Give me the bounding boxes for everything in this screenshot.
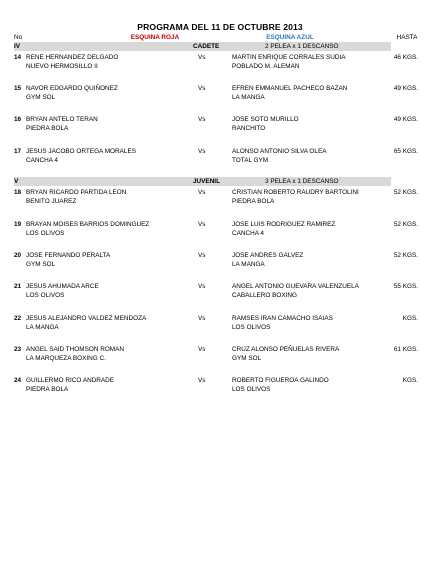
bout-number: 16 xyxy=(14,116,22,123)
bout-number: 21 xyxy=(14,283,22,290)
bout-row xyxy=(0,346,440,368)
weight-limit: KGS. xyxy=(402,315,418,322)
weight-limit: 61 KGS. xyxy=(393,346,418,353)
weight-limit: 49 KGS. xyxy=(393,85,418,92)
blue-fighter-name: ALONSO ANTONIO SILVA OLEA xyxy=(232,148,327,155)
bout-row xyxy=(0,189,440,211)
bout-number: 15 xyxy=(14,85,22,92)
bout-row xyxy=(0,252,440,274)
bout-number: 24 xyxy=(14,377,22,384)
section-roman: IV xyxy=(14,43,21,50)
bout-number: 19 xyxy=(14,221,22,228)
bout-number: 23 xyxy=(14,346,22,353)
blue-fighter-gym: POBLADO M. ALEMAN xyxy=(232,63,300,70)
section-description: 3 PELEA x 1 DESCANSO xyxy=(265,178,339,185)
blue-fighter-name: MARTIN ENRIQUE CORRALES SUDIA xyxy=(232,54,346,61)
red-fighter-name: JESUS AHUMADA ARCE xyxy=(26,283,99,290)
weight-limit: 46 KGS. xyxy=(393,54,418,61)
vs-label: Vs xyxy=(198,85,206,92)
red-fighter-name: JESUS ALEJANDRO VALDEZ MENDOZA xyxy=(26,315,147,322)
red-fighter-name: GUILLERMO RICO ANDRADE xyxy=(26,377,115,384)
blue-fighter-name: CRUZ ALONSO PEÑUELAS RIVERA xyxy=(232,346,340,353)
blue-fighter-name: EFREN EMMANUEL PACHECO BAZAN xyxy=(232,85,348,92)
red-fighter-gym: BENITO JUAREZ xyxy=(26,198,77,205)
bout-number: 22 xyxy=(14,315,22,322)
blue-fighter-gym: RANCHITO xyxy=(232,125,266,132)
vs-label: Vs xyxy=(198,377,206,384)
blue-fighter-gym: LOS OLIVOS xyxy=(232,386,271,393)
page-title: PROGRAMA DEL 11 DE OCTUBRE 2013 xyxy=(137,22,303,32)
section-roman: V xyxy=(14,178,19,185)
bout-number: 14 xyxy=(14,54,22,61)
red-fighter-gym: PIEDRA BOLA xyxy=(26,386,69,393)
weight-limit: 65 KGS. xyxy=(393,148,418,155)
blue-fighter-gym: LOS OLIVOS xyxy=(232,324,271,331)
weight-limit: KGS. xyxy=(402,377,418,384)
blue-fighter-gym: CABALLERO BOXING xyxy=(232,292,297,299)
column-header-weight: HASTA xyxy=(396,34,418,41)
red-fighter-name: NAVOR EDGARDO QUIÑONEZ xyxy=(26,85,118,92)
blue-fighter-gym: PIEDRA BOLA xyxy=(232,198,275,205)
weight-limit: 49 KGS. xyxy=(393,116,418,123)
bout-row xyxy=(0,54,440,76)
red-fighter-gym: LA MANGA xyxy=(26,324,59,331)
weight-limit: 52 KGS. xyxy=(393,252,418,259)
blue-fighter-gym: TOTAL GYM xyxy=(232,157,269,164)
bout-number: 17 xyxy=(14,148,22,155)
red-fighter-gym: LOS OLIVOS xyxy=(26,230,65,237)
red-fighter-name: BRAYAN MOISES BARRIOS DOMINGUEZ xyxy=(26,221,150,228)
vs-label: Vs xyxy=(198,252,206,259)
section-category: CADETE xyxy=(193,43,220,50)
red-fighter-gym: LA MARQUEZA BOXING C. xyxy=(26,355,106,362)
bout-row xyxy=(0,283,440,305)
blue-fighter-name: ANGEL ANTONIO GUEVARA VALENZUELA xyxy=(232,283,359,290)
red-fighter-name: JOSE FERNANDO PERALTA xyxy=(26,252,111,259)
blue-fighter-name: ROBERTO FIGUEROA GALINDO xyxy=(232,377,329,384)
weight-limit: 52 KGS. xyxy=(393,189,418,196)
red-fighter-gym: GYM SOL xyxy=(26,94,56,101)
red-fighter-gym: LOS OLIVOS xyxy=(26,292,65,299)
vs-label: Vs xyxy=(198,283,206,290)
vs-label: Vs xyxy=(198,189,206,196)
vs-label: Vs xyxy=(198,315,206,322)
weight-limit: 55 KGS. xyxy=(393,283,418,290)
blue-fighter-gym: GYM SOL xyxy=(232,355,262,362)
vs-label: Vs xyxy=(198,148,206,155)
red-fighter-name: RENE HERNANDEZ DELGADO xyxy=(26,54,119,61)
red-fighter-name: JESUS JACOBO ORTEGA MORALES xyxy=(26,148,136,155)
vs-label: Vs xyxy=(198,221,206,228)
vs-label: Vs xyxy=(198,116,206,123)
column-header-blue-corner: ESQUINA AZUL xyxy=(266,34,314,41)
bout-row xyxy=(0,377,440,399)
red-fighter-gym: GYM SOL xyxy=(26,261,56,268)
blue-fighter-name: JOSE LUIS RODRIGUEZ RAMIREZ xyxy=(232,221,336,228)
red-fighter-name: BRYAN ANTELO TERAN xyxy=(26,116,98,123)
column-header-no: No xyxy=(14,34,23,41)
vs-label: Vs xyxy=(198,346,206,353)
red-fighter-name: BRYAN RICARDO PARTIDA LEON xyxy=(26,189,127,196)
red-fighter-gym: NUEVO HERMOSILLO II xyxy=(26,63,98,70)
column-header-red-corner: ESQUINA ROJA xyxy=(130,34,180,41)
blue-fighter-name: RAMSES IRAN CAMACHO ISAIAS xyxy=(232,315,333,322)
bout-row xyxy=(0,116,440,138)
red-fighter-name: ANGEL SAID THOMSON ROMAN xyxy=(26,346,125,353)
bout-row xyxy=(0,315,440,337)
red-fighter-gym: CANCHA 4 xyxy=(26,157,58,164)
blue-fighter-gym: LA MANGA xyxy=(232,261,265,268)
section-description: 2 PELEA x 1 DESCANSO xyxy=(265,43,339,50)
bout-row xyxy=(0,148,440,170)
bout-number: 18 xyxy=(14,189,22,196)
section-category: JUVENIL xyxy=(193,178,220,185)
blue-fighter-name: JOSE SOTO MURILLO xyxy=(232,116,299,123)
blue-fighter-gym: LA MANGA xyxy=(232,94,265,101)
blue-fighter-name: JOSE ANDRES GALVEZ xyxy=(232,252,304,259)
bout-row xyxy=(0,85,440,107)
bout-row xyxy=(0,221,440,243)
weight-limit: 52 KGS. xyxy=(393,221,418,228)
blue-fighter-gym: CANCHA 4 xyxy=(232,230,264,237)
red-fighter-gym: PIEDRA BOLA xyxy=(26,125,69,132)
vs-label: Vs xyxy=(198,54,206,61)
bout-number: 20 xyxy=(14,252,22,259)
blue-fighter-name: CRISTIAN ROBERTO RAUDRY BARTOLINI xyxy=(232,189,359,196)
